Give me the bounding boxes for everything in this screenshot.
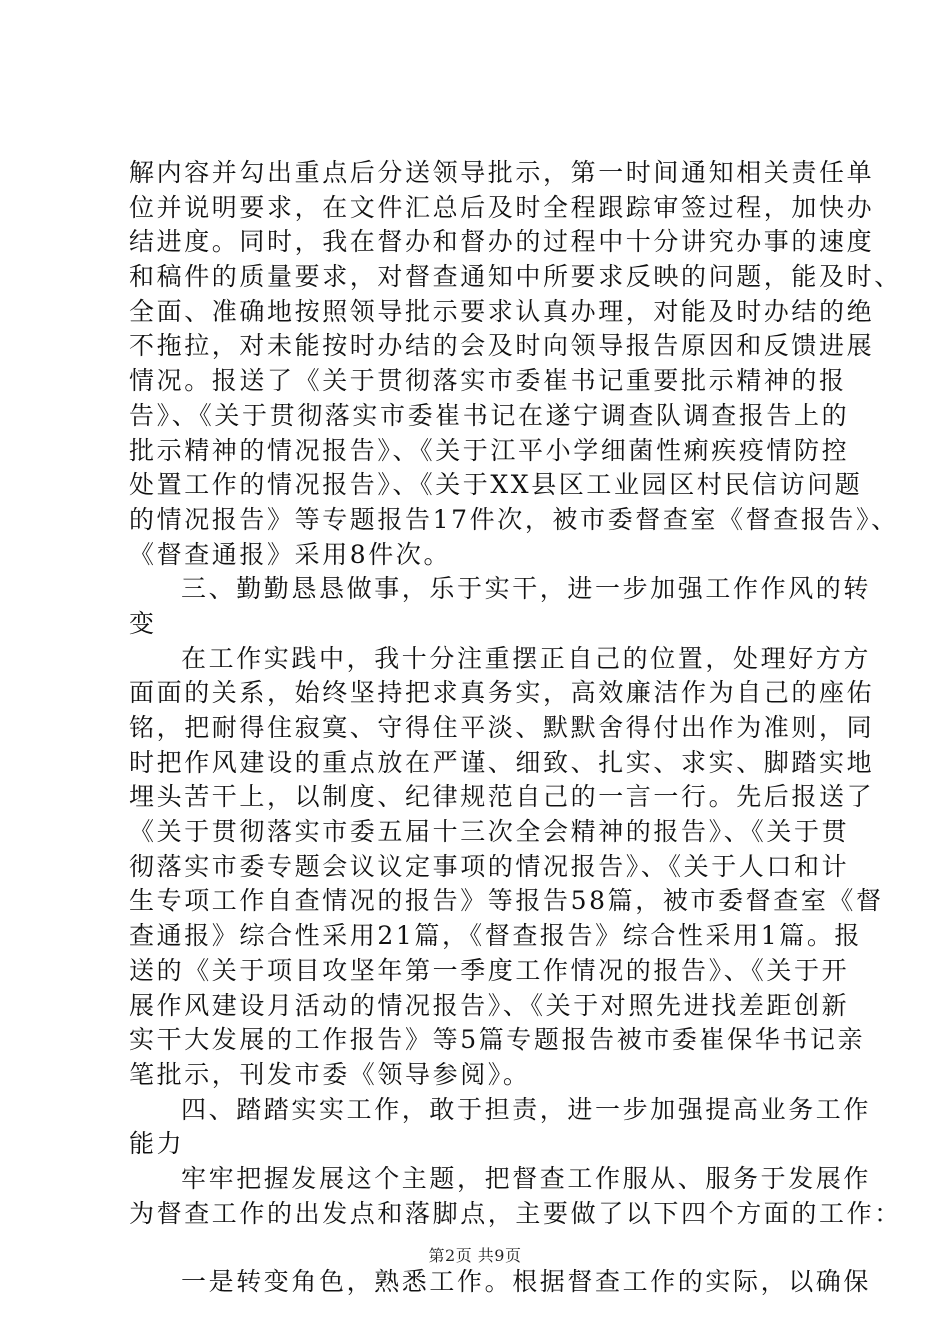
page-footer	[0, 1244, 950, 1268]
text-line: 不拖拉，对未能按时办结的会及时向领导报告原因和反馈进展	[129, 331, 875, 361]
text-line: 时把作风建设的重点放在严谨、细致、扎实、求实、脚踏实地	[129, 747, 875, 777]
section-heading-continued: 变	[129, 608, 157, 638]
page-number: 第2页 共9页	[428, 1246, 522, 1265]
text-line: 为督查工作的出发点和落脚点，主要做了以下四个方面的工作：	[129, 1198, 902, 1228]
text-line: 情况。报送了《关于贯彻落实市委崔书记重要批示精神的报	[129, 366, 847, 396]
text-line: 解内容并勾出重点后分送领导批示，第一时间通知相关责任单	[129, 158, 875, 187]
text-line: 展作风建设月活动的情况报告》、《关于对照先进找差距创新	[129, 990, 850, 1020]
text-line: 位并说明要求，在文件汇总后及时全程跟踪审签过程，加快办	[129, 192, 875, 222]
section-heading-continued: 能力	[129, 1129, 185, 1159]
text-line: 生专项工作自查情况的报告》等报告58篇，被市委督查室《督	[129, 886, 884, 916]
body-text	[129, 156, 902, 1300]
text-line: 《督查通报》采用8件次。	[129, 539, 452, 569]
text-line: 送的《关于项目攻坚年第一季度工作情况的报告》、《关于开	[129, 955, 850, 985]
text-line: 面面的关系，始终坚持把求真务实，高效廉洁作为自己的座佑	[129, 678, 875, 708]
text-line: 和稿件的质量要求，对督查通知中所要求反映的问题，能及时、	[129, 262, 902, 292]
text-line: 批示精神的情况报告》、《关于江平小学细菌性痢疾疫情防控	[129, 435, 850, 465]
text-line: 结进度。同时，我在督办和督办的过程中十分讲究办事的速度	[129, 227, 875, 257]
text-line: 处置工作的情况报告》、《关于XX县区工业园区村民信访问题	[129, 470, 863, 500]
text-line: 实干大发展的工作报告》等5篇专题报告被市委崔保华书记亲	[129, 1025, 866, 1055]
text-line: 彻落实市委专题会议议定事项的情况报告》、《关于人口和计	[129, 851, 850, 881]
section-heading: 四、踏踏实实工作，敢于担责，进一步加强提高业务工作	[181, 1094, 872, 1124]
text-line: 笔批示，刊发市委《领导参阅》。	[129, 1059, 531, 1089]
text-line: 牢牢把握发展这个主题，把督查工作服从、服务于发展作	[181, 1163, 872, 1193]
section-heading: 三、勤勤恳恳做事，乐于实干，进一步加强工作作风的转	[181, 574, 872, 604]
text-line: 在工作实践中，我十分注重摆正自己的位置，处理好方方	[181, 643, 872, 673]
text-line: 铭，把耐得住寂寞、守得住平淡、默默舍得付出作为准则，同	[129, 713, 875, 742]
text-line: 告》、《关于贯彻落实市委崔书记在遂宁调查队调查报告上的	[129, 400, 850, 430]
text-line: 《关于贯彻落实市委五届十三次全会精神的报告》、《关于贯	[129, 817, 850, 847]
text-line: 查通报》综合性采用21篇，《督查报告》综合性采用1篇。报	[129, 921, 863, 951]
text-line: 全面、准确地按照领导批示要求认真办理，对能及时办结的绝	[129, 296, 875, 326]
text-line: 的情况报告》等专题报告17件次，被市委督查室《督查报告》、	[129, 504, 899, 534]
text-line: 一是转变角色，熟悉工作。根据督查工作的实际，以确保	[181, 1267, 872, 1297]
text-line: 埋头苦干上，以制度、纪律规范自己的一言一行。先后报送了	[129, 782, 875, 812]
